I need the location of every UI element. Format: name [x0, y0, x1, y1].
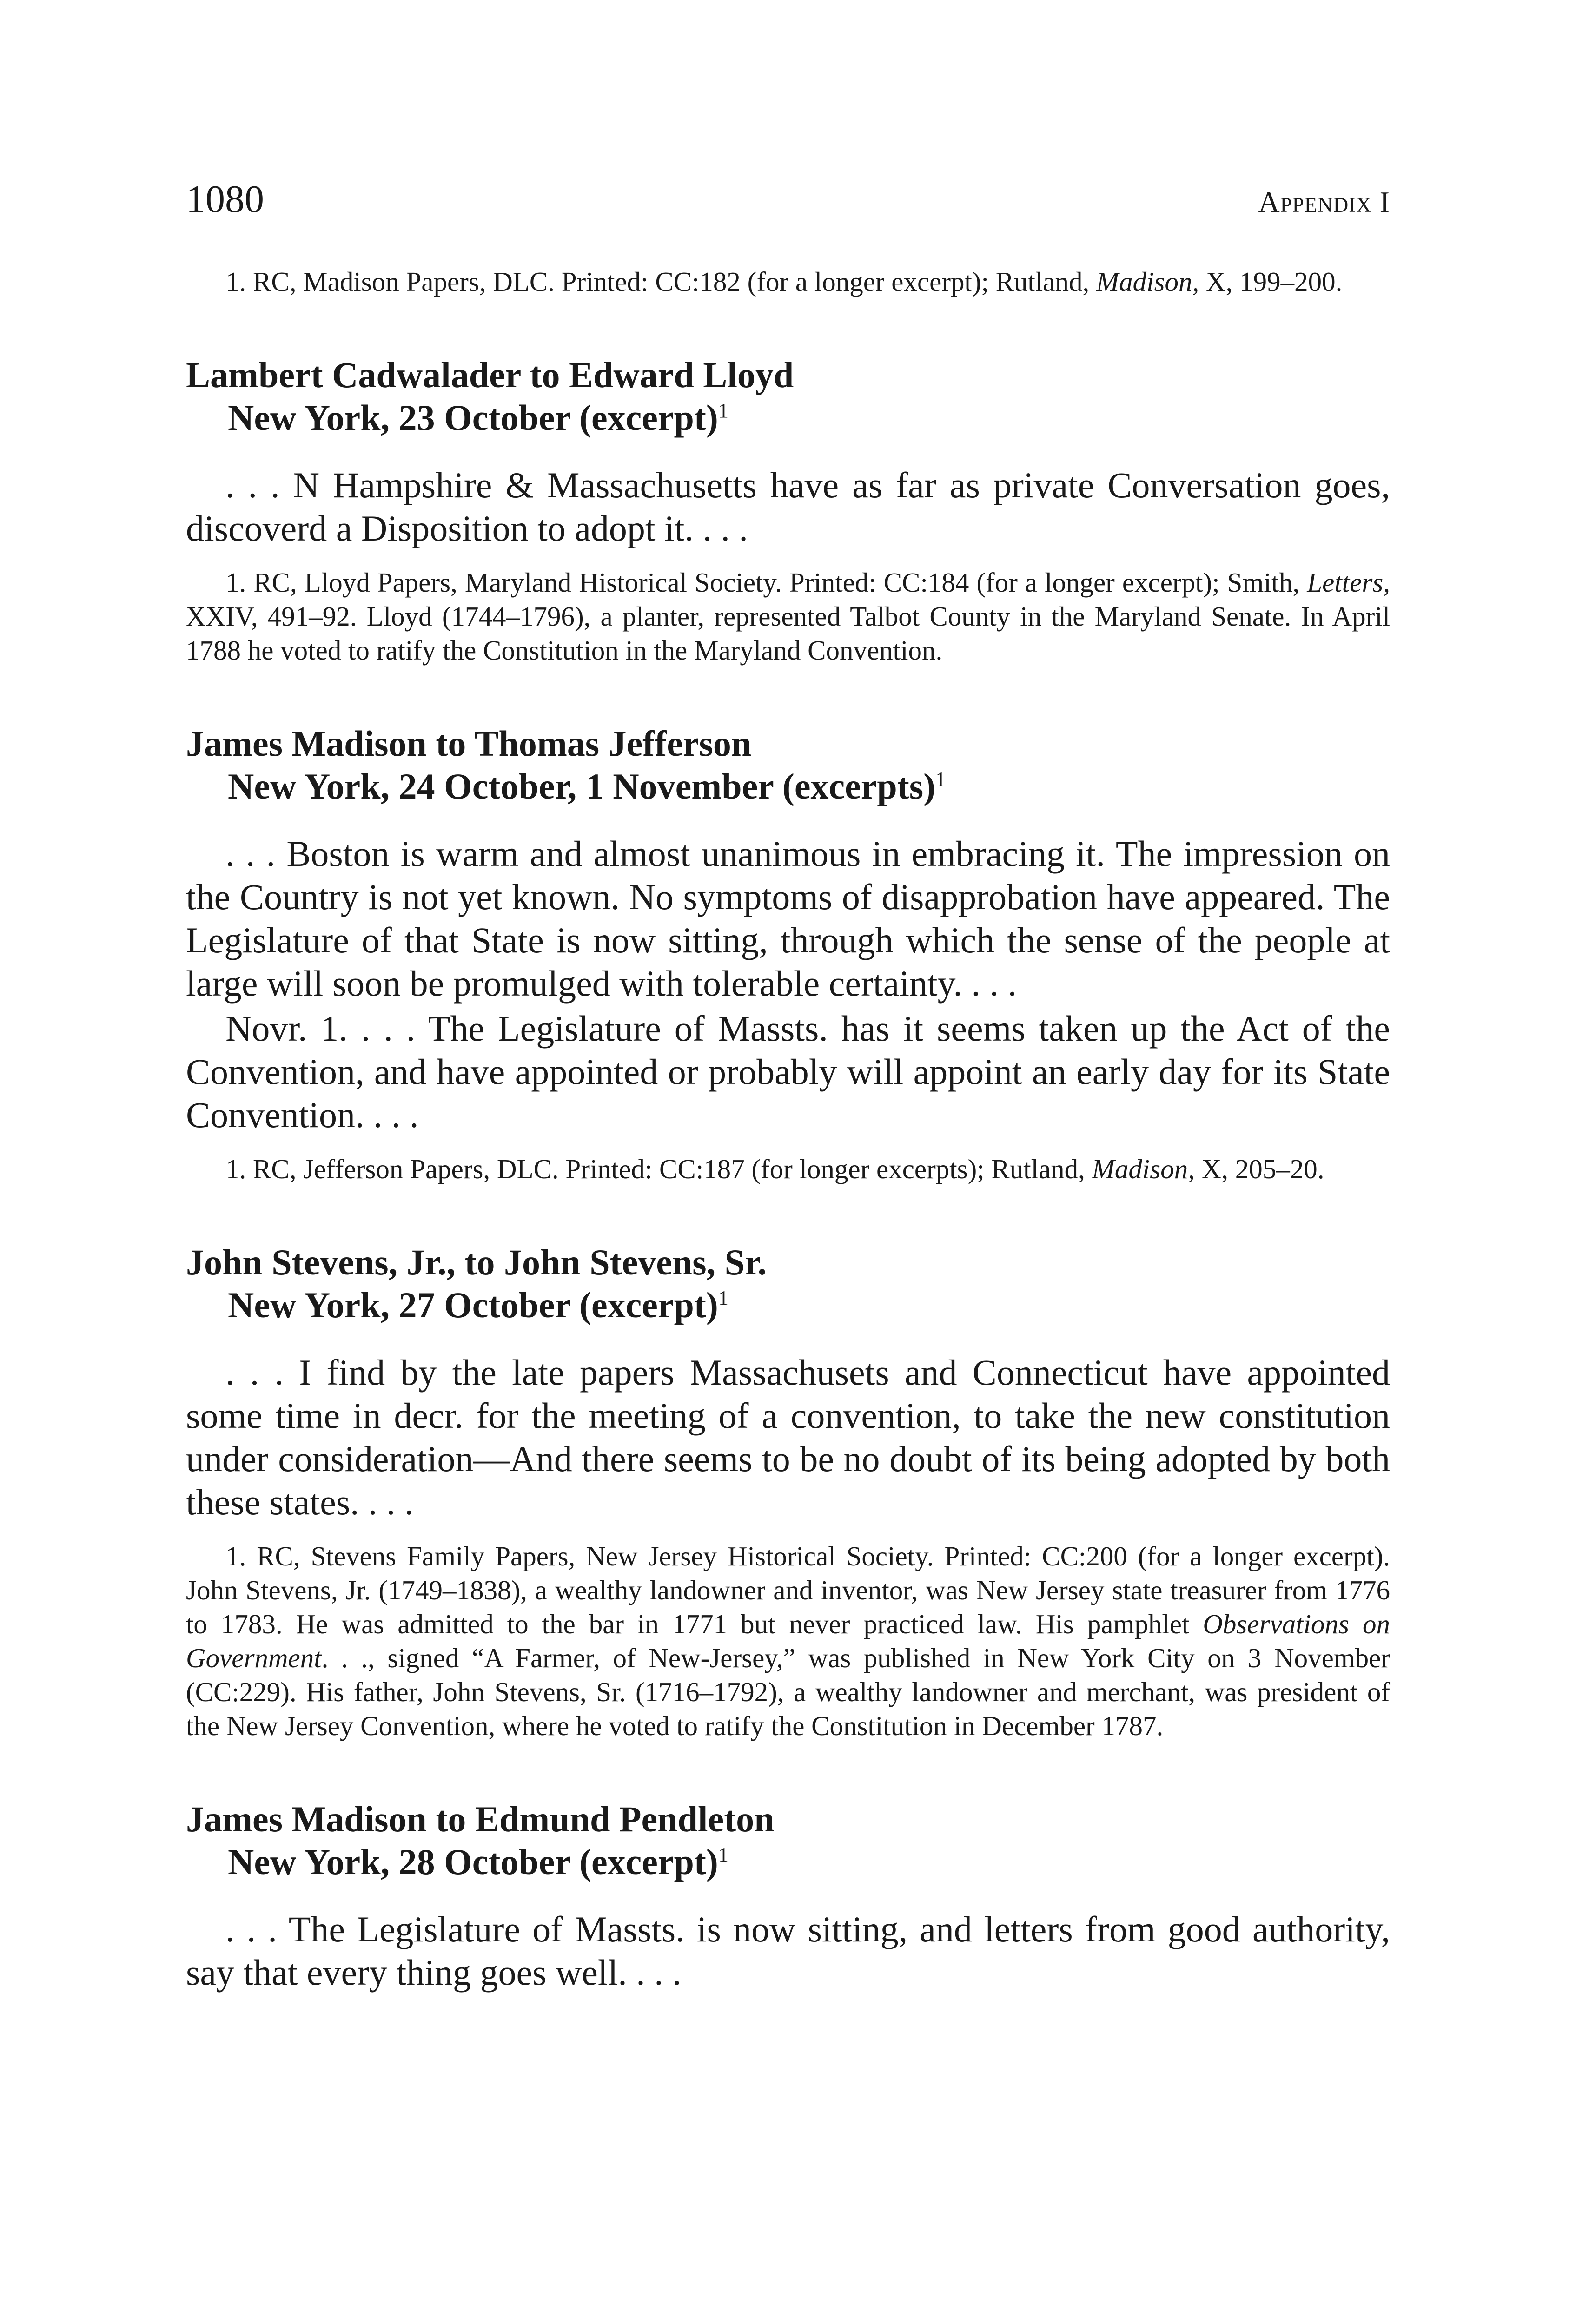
footnote: 1. RC, Lloyd Papers, Maryland Historical Society. Printed: CC:184 (for a longer excerpt); Smith, Letters, XXIV, 491–92. Lloyd (1744–1796), a planter, represented Talbot County in the Maryland Senate. In April 1788 he voted to ratify the Constitution in the Maryland Convention. [186, 567, 1390, 666]
text-block [186, 265, 1390, 1994]
letter-heading [186, 722, 1390, 808]
letter-entry [186, 1241, 1390, 1743]
letter-heading [186, 354, 1390, 439]
letter-subtitle: New York, 27 October (excerpt) [228, 1285, 718, 1325]
letter-body: Novr. 1. . . . The Legislature of Massts. has it seems taken up the Act of the Convention, and have appointed or probably will appoint an early day for its State Convention. . . . [186, 1008, 1390, 1135]
footnote: 1. RC, Stevens Family Papers, New Jersey Historical Society. Printed: CC:200 (for a longer excerpt). John Stevens, Jr. (1749–1838), a wealthy landowner and inventor, was New Jersey state treasurer from 1776 to 1783. He was admitted to the bar in 1771 but never practiced law. His pamphlet Observations on Government. . ., signed “A Farmer, of New-Jersey,” was published in New York City on 3 November (CC:229). His father, John Stevens, Sr. (1716–1792), a wealthy landowner and merchant, was president of the New Jersey Convention, where he voted to ratify the Constitution in December 1787. [186, 1541, 1390, 1741]
letter-entry [186, 354, 1390, 667]
footnote: 1. RC, Jefferson Papers, DLC. Printed: CC:187 (for longer excerpts); Rutland, Madison, X, 205–20. [225, 1154, 1324, 1184]
letter-title: John Stevens, Jr., to John Stevens, Sr. [186, 1242, 767, 1282]
letter-title: Lambert Cadwalader to Edward Lloyd [186, 355, 794, 395]
note-reference: 1 [718, 399, 728, 422]
letter-body: . . . N Hampshire & Massachusetts have as far as private Conversation goes, discoverd a Disposition to adopt it. . . . [186, 465, 1390, 548]
letter-heading [186, 1241, 1390, 1327]
letter-body: . . . I find by the late papers Massachusets and Connecticut have appointed some time in decr. for the meeting of a convention, to take the new constitution under consideration—And there seems to be no doubt of its being adopted by both these states. . . . [186, 1352, 1390, 1522]
letter-body: . . . The Legislature of Massts. is now sitting, and letters from good authority, say that every thing goes well. . . . [186, 1909, 1390, 1993]
letter-subtitle: New York, 24 October, 1 November (excerpts) [228, 766, 936, 806]
letter-entry [186, 722, 1390, 1186]
note-reference: 1 [718, 1843, 728, 1866]
letter-subtitle: New York, 28 October (excerpt) [228, 1842, 718, 1882]
letter-body: . . . Boston is warm and almost unanimous in embracing it. The impression on the Country is not yet known. No symptoms of disapprobation have appeared. The Legislature of that State is now sitting, through which the sense of the people at large will soon be promulged with tolerable certainty. . . . [186, 833, 1390, 1004]
note-reference: 1 [935, 768, 946, 791]
footnote: 1. RC, Madison Papers, DLC. Printed: CC:182 (for a longer excerpt); Rutland, Madison, X, 199–200. [225, 266, 1343, 297]
letter-subtitle: New York, 23 October (excerpt) [228, 397, 718, 438]
letter-heading [186, 1798, 1390, 1883]
section-label: Appendix I [1258, 185, 1390, 218]
page-number: 1080 [186, 178, 264, 221]
running-head [186, 177, 1390, 222]
letter-title: James Madison to Edmund Pendleton [186, 1799, 775, 1839]
letter-entry [186, 1798, 1390, 1994]
note-reference: 1 [718, 1287, 728, 1309]
letter-title: James Madison to Thomas Jefferson [186, 723, 752, 764]
